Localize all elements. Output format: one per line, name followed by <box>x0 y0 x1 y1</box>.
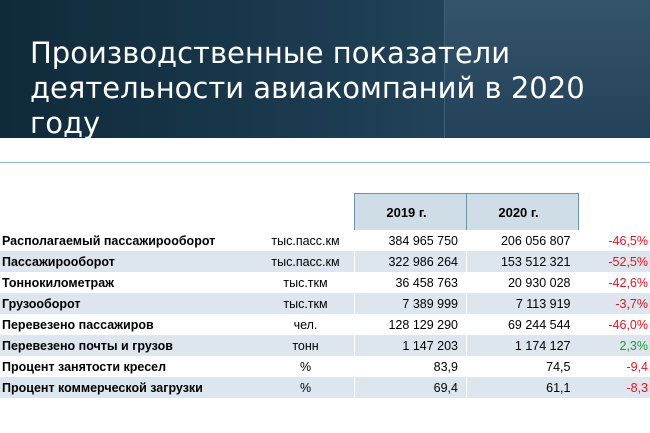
table-row <box>0 272 650 293</box>
divider-line <box>0 162 650 163</box>
table-row <box>0 251 650 272</box>
row-label: Процент коммерческой загрузки <box>0 377 257 398</box>
row-value-2020: 61,1 <box>467 377 579 398</box>
header-empty-unit <box>257 194 355 231</box>
row-value-2019: 69,4 <box>355 377 467 398</box>
row-value-2019: 1 147 203 <box>355 335 467 356</box>
row-value-2019: 83,9 <box>355 356 467 377</box>
row-value-2020: 206 056 807 <box>467 230 579 251</box>
table-row <box>0 230 650 251</box>
row-unit: % <box>257 377 355 398</box>
row-unit: чел. <box>293 317 318 332</box>
row-value-2020: 7 113 919 <box>467 293 579 314</box>
row-change: -42,6% <box>608 275 648 290</box>
row-value-2020: 74,5 <box>467 356 579 377</box>
row-label: Грузооборот <box>0 293 257 314</box>
row-unit: тыс.пасс.км <box>257 251 355 272</box>
row-value-2020: 1 174 127 <box>467 335 579 356</box>
row-value-2019: 322 986 264 <box>355 251 467 272</box>
table-row <box>0 356 650 377</box>
row-change: -46,5% <box>608 233 648 248</box>
table-row <box>0 314 650 335</box>
row-label: Пассажирооборот <box>0 251 257 272</box>
row-value-2020: 20 930 028 <box>467 272 579 293</box>
row-change: -9,4 <box>626 359 648 374</box>
row-unit: тыс.ткм <box>283 275 328 290</box>
row-change: -8,3 <box>579 377 650 398</box>
slide-header <box>0 0 650 138</box>
table-row <box>0 293 650 314</box>
row-change: -3,7% <box>579 293 650 314</box>
table-row <box>0 335 650 356</box>
indicators-table <box>0 193 650 398</box>
row-unit: тыс.ткм <box>257 293 355 314</box>
row-unit: тыс.пасс.км <box>271 233 340 248</box>
row-label: Располагаемый пассажирооборот <box>2 233 216 248</box>
title-line-1: Производственные показатели <box>30 36 511 70</box>
table-header-row <box>0 194 650 231</box>
row-value-2020: 153 512 321 <box>467 251 579 272</box>
row-label: Тоннокилометраж <box>2 275 115 290</box>
header-2020: 2020 г. <box>467 194 579 231</box>
row-label: Перевезено пассажиров <box>2 317 154 332</box>
row-value-2019: 128 129 290 <box>355 314 467 335</box>
row-value-2019: 384 965 750 <box>355 230 467 251</box>
header-2019: 2019 г. <box>355 194 467 231</box>
row-label: Процент занятости кресел <box>2 359 167 374</box>
table-row <box>0 377 650 398</box>
row-unit: % <box>299 359 312 374</box>
row-label: Перевезено почты и грузов <box>0 335 257 356</box>
row-change: -46,0% <box>608 317 648 332</box>
header-empty-label <box>0 194 257 231</box>
title-line-2: деятельности авиакомпаний в 2020 году <box>30 71 585 138</box>
slide-title <box>30 36 630 138</box>
row-unit: тонн <box>257 335 355 356</box>
row-value-2020: 69 244 544 <box>467 314 579 335</box>
row-change: -52,5% <box>579 251 650 272</box>
row-value-2019: 36 458 763 <box>355 272 467 293</box>
header-empty-change <box>579 194 650 231</box>
row-change: 2,3% <box>579 335 650 356</box>
row-value-2019: 7 389 999 <box>355 293 467 314</box>
